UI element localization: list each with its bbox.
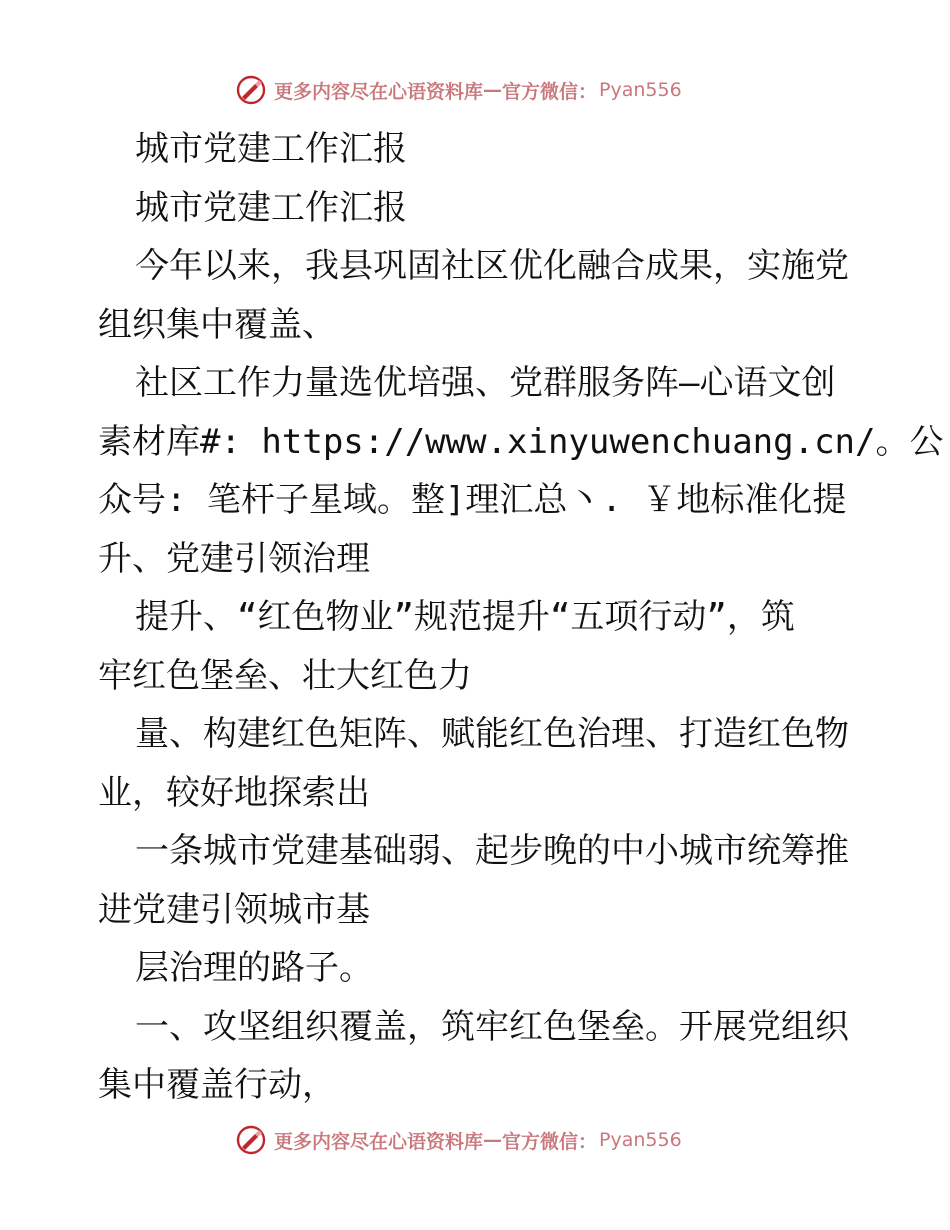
banner-wechat-id: Pyan556 — [599, 1129, 682, 1151]
document-body — [98, 120, 944, 1115]
paragraph-line: 提升、“红色物业”规范提升“五项行动”，筑 — [135, 597, 795, 637]
paragraph-line: 社区工作力量选优培强、党群服务阵—心语文创 — [135, 363, 836, 403]
paragraph-line: 层治理的路子。 — [135, 948, 373, 988]
paragraph-line: 进党建引领城市基 — [98, 889, 370, 930]
banner-dash: — — [483, 1129, 503, 1151]
paragraph-line: 组织集中覆盖、 — [98, 304, 336, 345]
banner-text: 更多内容尽在心语资料库 — [274, 80, 484, 103]
pen-logo-icon — [236, 75, 266, 105]
footer-banner — [0, 1118, 950, 1162]
doc-title: 城市党建工作汇报 — [135, 129, 407, 169]
banner-suffix: 官方微信： — [502, 1130, 598, 1153]
banner-text: 更多内容尽在心语资料库 — [274, 1130, 484, 1153]
banner-suffix: 官方微信： — [502, 80, 598, 103]
paragraph-line: 量、构建红色矩阵、赋能红色治理、打造红色物 — [135, 714, 849, 754]
doc-subtitle: 城市党建工作汇报 — [135, 187, 407, 228]
paragraph-line: 升、党建引领治理 — [98, 538, 370, 579]
pen-logo-icon — [236, 1125, 266, 1155]
paragraph-line: 集中覆盖行动， — [98, 1065, 336, 1105]
paragraph-line: 一条城市党建基础弱、起步晚的中小城市统筹推 — [135, 831, 849, 871]
paragraph-line: 一、攻坚组织覆盖，筑牢红色堡垒。开展党组织 — [135, 1006, 849, 1047]
paragraph-line: 业，较好地探索出 — [98, 772, 370, 813]
paragraph-line: 素材库#: https://www.xinyuwenchuang.cn/。公 — [98, 421, 944, 462]
paragraph-line: 众号: 笔杆子星域。整]理汇总丶. ￥地标准化提 — [98, 480, 847, 520]
header-banner — [0, 68, 950, 112]
paragraph-line: 今年以来，我县巩固社区优化融合成果，实施党 — [135, 246, 849, 286]
banner-wechat-id: Pyan556 — [599, 79, 682, 101]
banner-dash: — — [483, 79, 503, 101]
paragraph-line: 牢红色堡垒、壮大红色力 — [98, 655, 472, 696]
